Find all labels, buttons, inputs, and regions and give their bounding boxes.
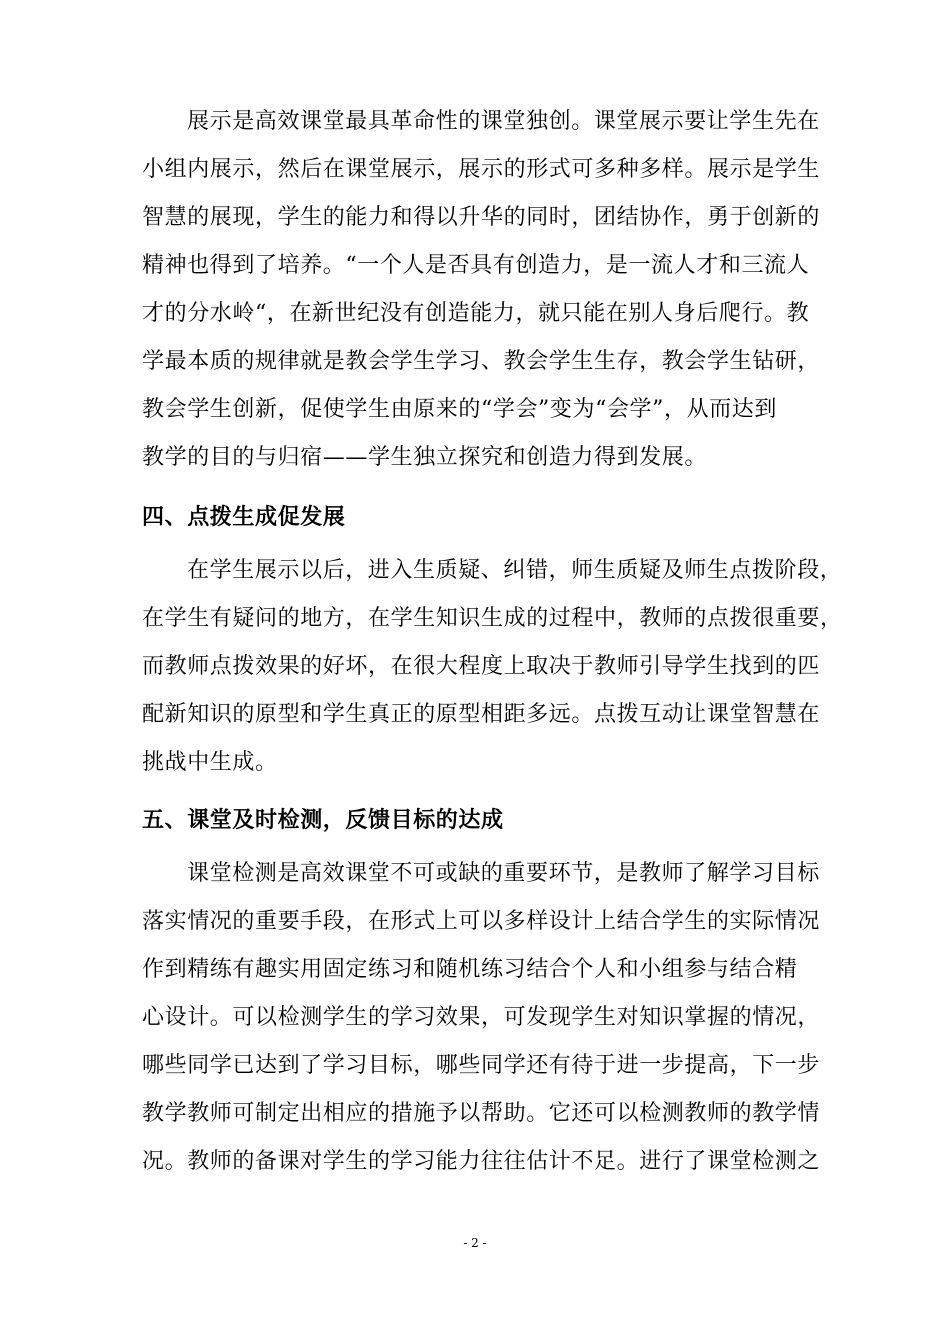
paragraph-line: 落实情况的重要手段，在形式上可以多样设计上结合学生的实际情况 <box>142 909 821 934</box>
paragraph-line: 而教师点拨效果的好坏，在很大程度上取决于教师引导学生找到的匹 <box>142 654 821 679</box>
paragraph-line: 小组内展示，然后在课堂展示，展示的形式可多种多样。展示是学生 <box>142 157 821 182</box>
paragraph-line: 哪些同学已达到了学习目标，哪些同学还有待于进一步提高，下一步 <box>142 1053 821 1078</box>
paragraph-line: 才的分水岭“，在新世纪没有创造能力，就只能在别人身后爬行。教 <box>142 301 810 326</box>
paragraph-line: 况。教师的备课对学生的学习能力往往估计不足。进行了课堂检测之 <box>142 1149 821 1174</box>
paragraph-line: 在学生展示以后，进入生质疑、纠错，师生质疑及师生点拨阶段， <box>187 558 843 583</box>
paragraph-line: 教学的目的与归宿——学生独立探究和创造力得到发展。 <box>142 445 708 470</box>
paragraph-line: 配新知识的原型和学生真正的原型相距多远。点拨互动让课堂智慧在 <box>142 702 821 727</box>
paragraph-line: 在学生有疑问的地方，在学生知识生成的过程中，教师的点拨很重要， <box>142 606 843 631</box>
section-5-heading: 五、课堂及时检测，反馈目标的达成 <box>142 808 504 833</box>
paragraph-line: 展示是高效课堂最具革命性的课堂独创。课堂展示要让学生先在 <box>187 109 820 134</box>
paragraph-line: 挑战中生成。 <box>142 750 278 775</box>
paragraph-line: 作到精练有趣实用固定练习和随机练习结合个人和小组参与结合精 <box>142 957 798 982</box>
section-4-heading: 四、点拨生成促发展 <box>142 505 346 530</box>
paragraph-line: 教会学生创新，促使学生由原来的“学会”变为“会学”，从而达到 <box>142 397 777 422</box>
paragraph-line: 教学教师可制定出相应的措施予以帮助。它还可以检测教师的教学情 <box>142 1101 821 1126</box>
paragraph-line: 智慧的展现，学生的能力和得以升华的同时，团结协作，勇于创新的 <box>142 205 821 230</box>
page-number: - 2 - <box>463 1236 487 1250</box>
paragraph-line: 课堂检测是高效课堂不可或缺的重要环节，是教师了解学习目标 <box>187 861 820 886</box>
paragraph-line: 心设计。可以检测学生的学习效果，可发现学生对知识掌握的情况， <box>142 1005 821 1030</box>
paragraph-line: 学最本质的规律就是教会学生学习、教会学生生存，教会学生钻研， <box>142 349 821 374</box>
paragraph-line: 精神也得到了培养。“一个人是否具有创造力，是一流人才和三流人 <box>142 253 810 278</box>
